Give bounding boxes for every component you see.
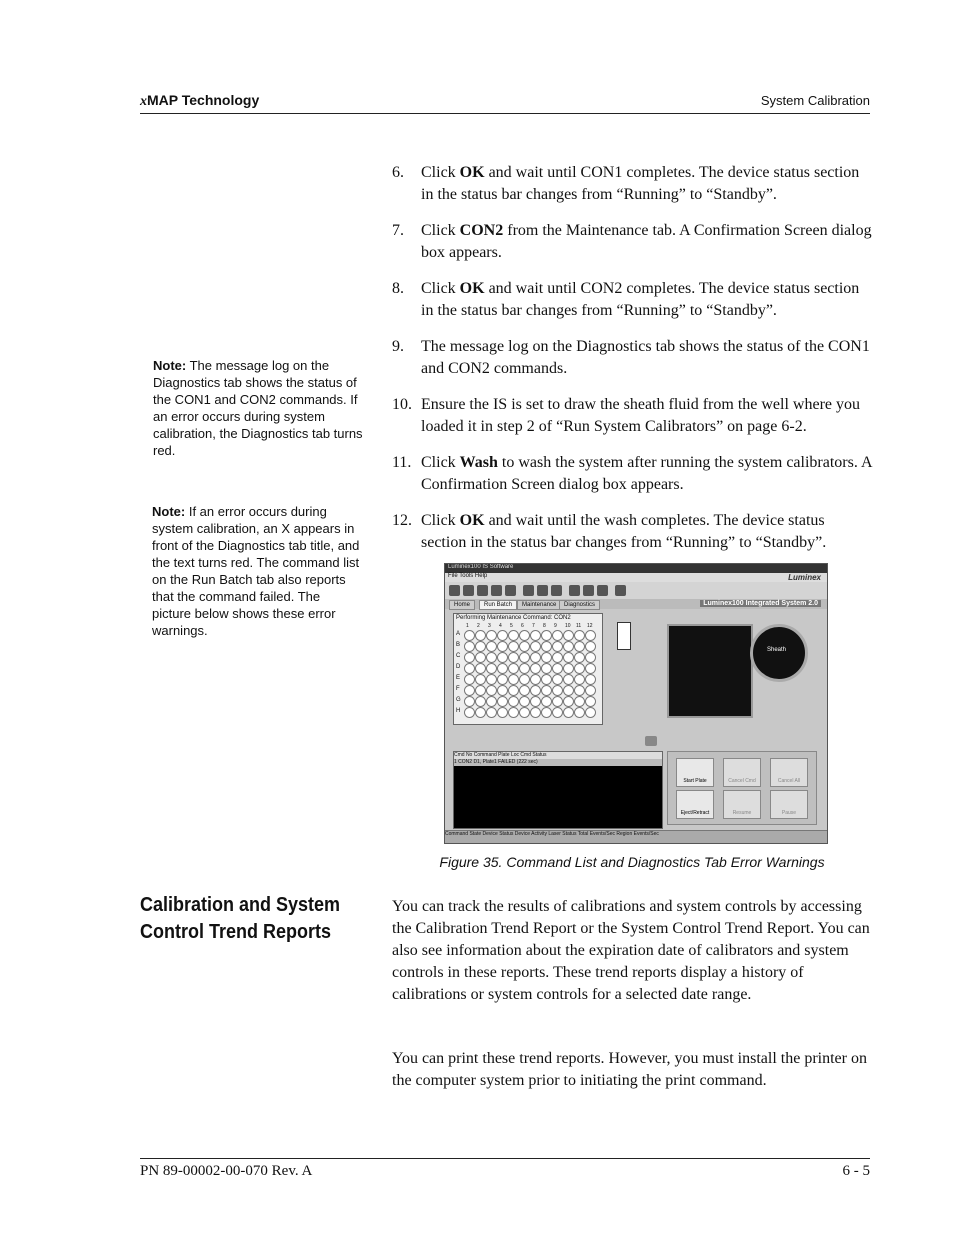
step-text: to wash the system after running the system calibrators. A Confirmation Screen dialog box appears. [421, 454, 872, 493]
plate-well[interactable] [541, 663, 552, 674]
plate-well[interactable] [530, 685, 541, 696]
step-bold-term: Wash [459, 454, 498, 471]
plate-col-label: 8 [543, 623, 546, 629]
plate-well[interactable] [585, 641, 596, 652]
plate-well[interactable] [519, 663, 530, 674]
step-number: 7. [392, 222, 404, 239]
procedure-step [392, 336, 872, 380]
plate-well[interactable] [541, 674, 552, 685]
plate-row-label: B [456, 642, 461, 648]
page-number: 6 - 5 [842, 1163, 870, 1179]
procedure-step [392, 162, 872, 206]
plate-well[interactable] [475, 663, 486, 674]
toolbar-icon [449, 585, 460, 596]
command-list [453, 751, 663, 829]
plate-col-label: 10 [565, 623, 571, 629]
toolbar-icon [505, 585, 516, 596]
plate-row-label: H [456, 708, 461, 714]
plate-well[interactable] [486, 674, 497, 685]
section-heading: Calibration and System Control Trend Reports [140, 894, 341, 943]
plate-well[interactable] [464, 652, 475, 663]
plate-well[interactable] [508, 707, 519, 718]
plate-well[interactable] [552, 696, 563, 707]
plate-well[interactable] [486, 630, 497, 641]
plate-well[interactable] [574, 685, 585, 696]
plate-well[interactable] [486, 663, 497, 674]
plate-well[interactable] [464, 641, 475, 652]
software-screenshot [444, 563, 828, 844]
plate-well[interactable] [519, 641, 530, 652]
plate-well[interactable] [475, 630, 486, 641]
plate-well[interactable] [585, 696, 596, 707]
plate-well[interactable] [574, 696, 585, 707]
header-title-rest: MAP Technology [147, 92, 260, 108]
plate-well[interactable] [486, 652, 497, 663]
plate-well[interactable] [574, 652, 585, 663]
plate-well[interactable] [541, 696, 552, 707]
toolbar-icon [569, 585, 580, 596]
step-number: 9. [392, 338, 404, 355]
command-list-header: Cmd No Command Plate Loc Cmd Status [454, 752, 662, 759]
step-text: and wait until CON1 completes. The device status section in the status bar changes from “Running” to “Standby”. [421, 164, 860, 203]
plate-well[interactable] [552, 630, 563, 641]
body-paragraph-1: You can track the results of calibrations and system controls by accessing the Calibration Trend Report or the System Control Trend Report. You can also see information about the expiration date of calibrators and system controls in these reports. These trend reports display a history of calibrations or system controls for a selected date range. [392, 898, 870, 1003]
header-rule [140, 113, 870, 114]
plate-col-label: 12 [587, 623, 593, 629]
toolbar-icon [463, 585, 474, 596]
toolbar-icon [491, 585, 502, 596]
plate-well[interactable] [475, 652, 486, 663]
plate-row-label: C [456, 653, 461, 659]
plate-well[interactable] [552, 685, 563, 696]
plate-well[interactable] [530, 674, 541, 685]
toolbar-icon [551, 585, 562, 596]
well-grid [464, 630, 596, 718]
plate-well[interactable] [508, 663, 519, 674]
plate-col-label: 5 [510, 623, 513, 629]
plate-well[interactable] [486, 641, 497, 652]
plate-well[interactable] [464, 696, 475, 707]
procedure-step [392, 510, 872, 554]
plate-well[interactable] [497, 630, 508, 641]
plate-well[interactable] [497, 674, 508, 685]
step-text: Click [421, 280, 460, 297]
plate-well[interactable] [475, 641, 486, 652]
gauge-label: Sheath [767, 647, 787, 653]
plate-header: Performing Maintenance Command: CON2 [456, 615, 571, 621]
plate-well[interactable] [574, 674, 585, 685]
plate-well[interactable] [497, 652, 508, 663]
plate-well[interactable] [475, 696, 486, 707]
plate-row-label: E [456, 675, 461, 681]
cancel-cmd-button[interactable]: Cancel Cmd [723, 758, 761, 787]
command-row[interactable]: 1 CON2 D1, Plate1 FAILED (222 sec) [454, 759, 662, 766]
figure-caption: Figure 35. Command List and Diagnostics Tab Error Warnings [439, 854, 825, 870]
plate-well[interactable] [574, 641, 585, 652]
plate-well[interactable] [541, 641, 552, 652]
step-text: and wait until CON2 completes. The device status section in the status bar changes from “Running” to “Standby”. [421, 280, 860, 319]
header-italic-x: x [140, 94, 147, 109]
plate-col-label: 6 [521, 623, 524, 629]
plate-well[interactable] [508, 652, 519, 663]
plate-col-label: 9 [554, 623, 557, 629]
start-plate-button[interactable]: Start Plate [676, 758, 714, 787]
plate-col-label: 3 [488, 623, 491, 629]
plate-well[interactable] [563, 696, 574, 707]
procedure-step [392, 394, 872, 438]
system-label: Luminex100 Integrated System 2.0 [700, 600, 821, 607]
plate-well[interactable] [497, 641, 508, 652]
plate-well[interactable] [464, 630, 475, 641]
running-header-title [140, 92, 259, 110]
tab-run-batch[interactable]: Run Batch [479, 600, 517, 610]
plate-well[interactable] [563, 663, 574, 674]
plate-well[interactable] [563, 674, 574, 685]
plate-well[interactable] [585, 685, 596, 696]
plate-well[interactable] [552, 641, 563, 652]
plate-well[interactable] [530, 641, 541, 652]
plate-col-label: 11 [576, 623, 582, 629]
plate-well[interactable] [486, 685, 497, 696]
step-text: Click [421, 454, 460, 471]
toolbar-icon [537, 585, 548, 596]
plate-well[interactable] [541, 652, 552, 663]
temperature-panel [667, 624, 753, 718]
plate-well[interactable] [574, 630, 585, 641]
toolbar-icon [615, 585, 626, 596]
pause-button[interactable]: Pause [770, 790, 808, 819]
toolbar-icon [597, 585, 608, 596]
plate-well[interactable] [464, 707, 475, 718]
plate-well[interactable] [508, 641, 519, 652]
eraser-icon[interactable] [645, 736, 657, 746]
plate-col-label: 1 [466, 623, 469, 629]
step-text: The message log on the Diagnostics tab shows the status of the CON1 and CON2 commands. [421, 338, 870, 377]
plate-well[interactable] [585, 663, 596, 674]
plate-well[interactable] [563, 641, 574, 652]
plate-well[interactable] [574, 663, 585, 674]
plate-well[interactable] [497, 685, 508, 696]
running-header-section: System Calibration [760, 93, 870, 108]
plate-well[interactable] [486, 696, 497, 707]
plate-well[interactable] [519, 707, 530, 718]
step-number: 8. [392, 280, 404, 297]
plate-well[interactable] [563, 685, 574, 696]
plate-col-label: 2 [477, 623, 480, 629]
plate-well[interactable] [552, 707, 563, 718]
plate-well[interactable] [563, 652, 574, 663]
plate-well[interactable] [563, 707, 574, 718]
side-note-1 [153, 357, 363, 459]
plate-col-label: 4 [499, 623, 502, 629]
step-text: Click [421, 512, 460, 529]
eject-retract-button[interactable]: Eject/Retract [676, 790, 714, 819]
toolbar-icon [583, 585, 594, 596]
cancel-all-button[interactable]: Cancel All [770, 758, 808, 787]
plate-well[interactable] [508, 674, 519, 685]
plate-well[interactable] [530, 696, 541, 707]
plate-well[interactable] [475, 674, 486, 685]
plate-well[interactable] [519, 652, 530, 663]
plate-well[interactable] [464, 685, 475, 696]
plate-well[interactable] [519, 674, 530, 685]
plate-row-label: D [456, 664, 461, 670]
resume-button[interactable]: Resume [723, 790, 761, 819]
side-note-2 [152, 503, 362, 639]
plate-well[interactable] [530, 663, 541, 674]
plate-well[interactable] [530, 652, 541, 663]
step-bold-term: OK [459, 280, 485, 297]
step-bold-term: CON2 [459, 222, 504, 239]
step-number: 6. [392, 164, 404, 181]
plate-well[interactable] [497, 696, 508, 707]
procedure-step [392, 452, 872, 496]
sheath-gauge [750, 624, 808, 682]
plate-well[interactable] [552, 652, 563, 663]
plate-row-label: G [456, 697, 461, 703]
tab-diagnostics[interactable]: Diagnostics [559, 600, 600, 610]
tab-home[interactable]: Home [449, 600, 475, 610]
step-text: Click [421, 164, 460, 181]
step-number: 11. [392, 454, 412, 471]
plate-well[interactable] [541, 630, 552, 641]
plate-well[interactable] [541, 707, 552, 718]
plate-well[interactable] [475, 707, 486, 718]
procedure-step [392, 220, 872, 264]
plate-map [453, 613, 603, 725]
plate-well[interactable] [585, 630, 596, 641]
step-text: from the Maintenance tab. A Confirmation Screen dialog box appears. [421, 222, 872, 261]
plate-well[interactable] [464, 663, 475, 674]
plate-well[interactable] [541, 685, 552, 696]
step-text: Ensure the IS is set to draw the sheath fluid from the well where you loaded it in step 2 of “Run System Calibrators” on page 6-2. [421, 396, 860, 435]
note-label: Note: [153, 358, 187, 373]
note-label: Note: [152, 504, 186, 519]
plate-holder-indicator [617, 622, 631, 650]
procedure-steps [392, 162, 872, 568]
plate-well[interactable] [574, 707, 585, 718]
command-buttons-panel [667, 751, 817, 825]
plate-well[interactable] [552, 674, 563, 685]
plate-col-label: 7 [532, 623, 535, 629]
part-number: PN 89-00002-00-070 Rev. A [140, 1163, 313, 1179]
step-text: Click [421, 222, 460, 239]
status-bar: Command State Device Status Device Activity Laser Status Total Events/Sec Region Events/Sec [445, 830, 827, 843]
plate-well[interactable] [530, 707, 541, 718]
body-paragraph-2: You can print these trend reports. However, you must install the printer on the computer system prior to initiating the print command. [392, 1050, 867, 1089]
note-text: The message log on the Diagnostics tab shows the status of the CON1 and CON2 commands. If an error occurs during system calibration, the Diagnostics tab turns red. [153, 358, 363, 458]
plate-well[interactable] [585, 674, 596, 685]
step-text: and wait until the wash completes. The device status section in the status bar changes from “Running” to “Standby”. [421, 512, 827, 551]
plate-well[interactable] [497, 663, 508, 674]
plate-well[interactable] [497, 707, 508, 718]
plate-well[interactable] [519, 696, 530, 707]
plate-well[interactable] [486, 707, 497, 718]
procedure-step [392, 278, 872, 322]
plate-well[interactable] [563, 630, 574, 641]
toolbar [445, 582, 827, 600]
toolbar-icon [477, 585, 488, 596]
plate-well[interactable] [519, 630, 530, 641]
plate-well[interactable] [552, 663, 563, 674]
note-text: If an error occurs during system calibration, an X appears in front of the Diagnostics tab title, and the text turns red. The command list on the Run Batch tab also reports that the command failed. The picture below shows these error warnings. [152, 504, 360, 638]
plate-well[interactable] [508, 696, 519, 707]
window-title-bar: Luminex100 IS Software [445, 564, 827, 573]
plate-well[interactable] [585, 707, 596, 718]
plate-well[interactable] [475, 685, 486, 696]
plate-well[interactable] [519, 685, 530, 696]
footer-rule [140, 1158, 870, 1159]
plate-well[interactable] [585, 652, 596, 663]
step-bold-term: OK [459, 512, 485, 529]
plate-well[interactable] [464, 674, 475, 685]
menu-bar: File Tools Help [445, 573, 827, 582]
plate-well[interactable] [508, 630, 519, 641]
tab-maintenance[interactable]: Maintenance [517, 600, 561, 610]
toolbar-icon [523, 585, 534, 596]
plate-row-label: A [456, 631, 461, 637]
step-number: 10. [392, 396, 412, 413]
step-number: 12. [392, 512, 412, 529]
plate-well[interactable] [530, 630, 541, 641]
plate-well[interactable] [508, 685, 519, 696]
plate-row-label: F [456, 686, 460, 692]
step-bold-term: OK [459, 164, 485, 181]
brand-logo: Luminex [788, 573, 821, 582]
